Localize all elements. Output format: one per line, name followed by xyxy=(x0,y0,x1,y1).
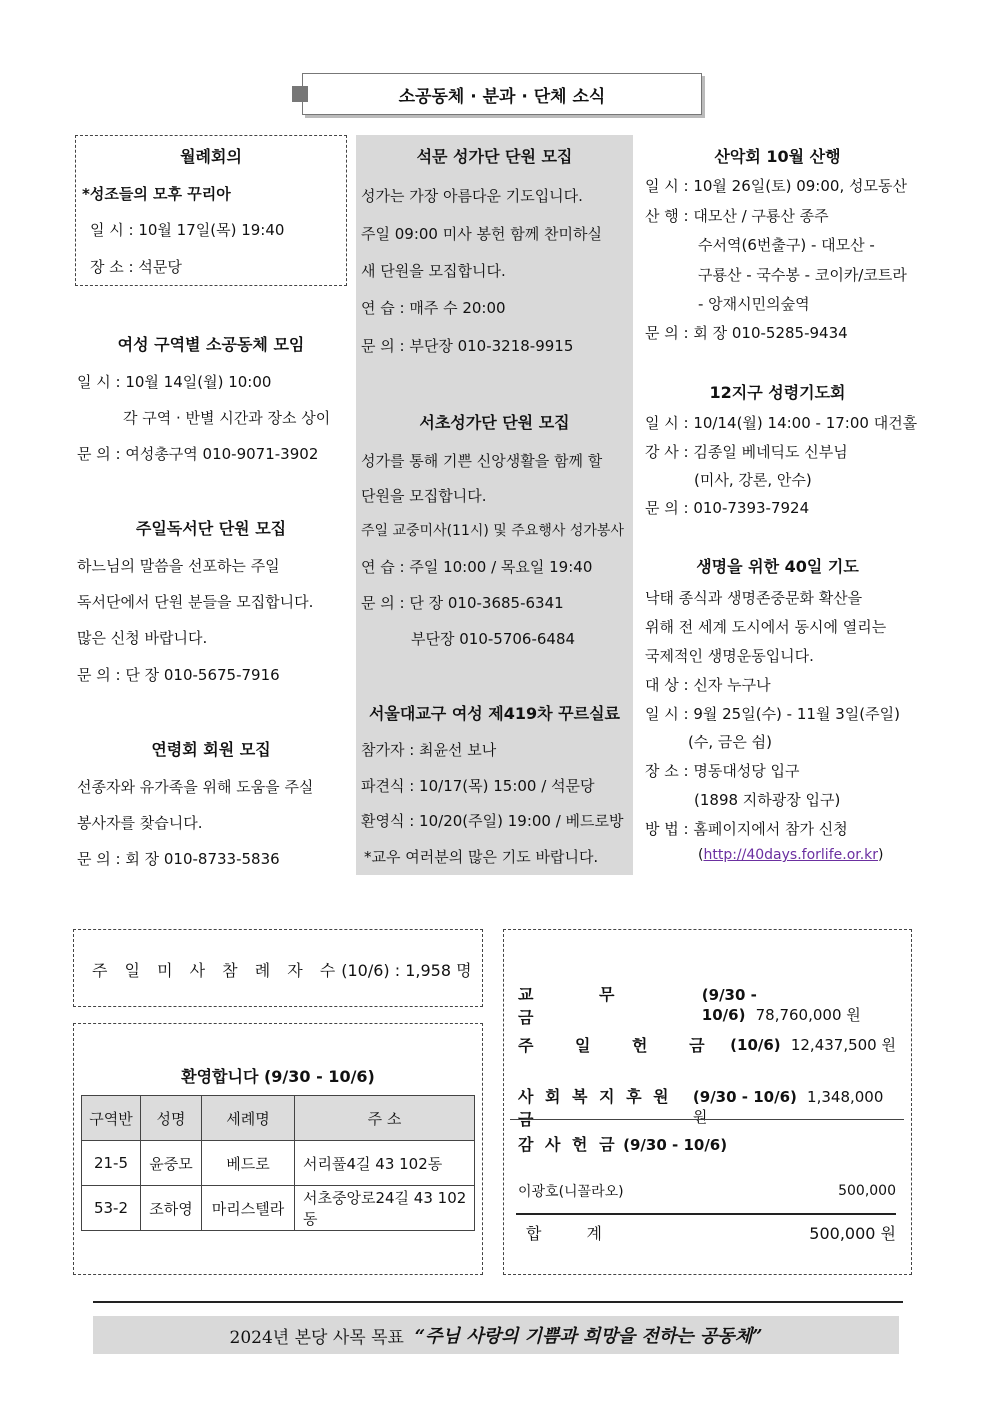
cell-baptism: 마리스텔라 xyxy=(202,1186,295,1231)
donor-row xyxy=(518,1181,896,1201)
spirit-contact: 문 의 : 010-7393-7924 xyxy=(645,499,810,517)
hiking-title: 산악회 10월 산행 xyxy=(714,147,841,166)
forty-days-method: 방 법 : 홈페이지에서 참가 신청 xyxy=(645,820,848,838)
banner-square-icon xyxy=(292,86,308,102)
thanks-period: (9/30 - 10/6) xyxy=(623,1136,728,1154)
women-group-time: 일 시 : 10월 14일(월) 10:00 xyxy=(77,373,272,391)
juil-row xyxy=(518,1033,896,1056)
attendance-value: (10/6) : 1,958 명 xyxy=(341,961,472,980)
women-group-contact: 문 의 : 여성총구역 010-9071-3902 xyxy=(77,445,319,463)
thanks-label: 감 사 헌 금 xyxy=(518,1135,618,1154)
footer-prefix: 2024년 본당 사목 목표 xyxy=(229,1327,404,1348)
attendance-text xyxy=(92,958,472,981)
readers-contact: 문 의 : 단 장 010-5675-7916 xyxy=(77,666,280,684)
cell-district: 53-2 xyxy=(82,1186,141,1231)
hiking-route-2: 수서역(6번출구) - 대모산 - xyxy=(698,236,875,254)
social-right xyxy=(693,1087,896,1127)
total-row xyxy=(526,1221,896,1244)
hiking-contact: 문 의 : 회 장 010-5285-9434 xyxy=(645,324,848,342)
col-address: 주 소 xyxy=(295,1096,475,1141)
forty-days-place-2: (1898 지하광장 입구) xyxy=(694,791,841,809)
banner-title: 소공동체 · 분과 · 단체 소식 xyxy=(398,86,606,107)
footer-rule xyxy=(93,1301,903,1303)
juil-right xyxy=(730,1034,896,1055)
paren-open: ( xyxy=(698,847,704,863)
social-row xyxy=(518,1084,896,1130)
seocho-contact-2: 부단장 010-5706-6484 xyxy=(411,630,576,648)
forty-days-place-1: 장 소 : 명동대성당 입구 xyxy=(645,762,800,780)
gyomu-right xyxy=(702,985,896,1025)
forty-days-target: 대 상 : 신자 누구나 xyxy=(645,676,771,694)
hiking-route-3: 구룡산 - 국수봉 - 코이카/코트라 xyxy=(698,266,907,284)
forty-days-line-3: 국제적인 생명운동입니다. xyxy=(645,647,814,665)
cursillo-line-3: 환영식 : 10/20(주일) 19:00 / 베드로방 xyxy=(361,812,624,830)
cell-address: 서초중앙로24길 43 102동 xyxy=(295,1186,475,1231)
monthly-meeting-place: 장 소 : 석문당 xyxy=(90,258,182,276)
monthly-meeting-time: 일 시 : 10월 17일(목) 19:40 xyxy=(90,221,285,239)
cell-name: 조하영 xyxy=(141,1186,202,1231)
forty-days-line-2: 위해 전 세계 도시에서 동시에 열리는 xyxy=(645,618,887,636)
spirit-title: 12지구 성령기도회 xyxy=(709,383,846,402)
footer-motto: “주님 사랑의 기쁨과 희망을 전하는 공동체” xyxy=(414,1326,763,1347)
welcome-table xyxy=(81,1095,475,1231)
forty-days-link[interactable]: http://40days.forlife.or.kr xyxy=(703,847,879,863)
seokmun-line-2: 주일 09:00 미사 봉헌 함께 찬미하실 xyxy=(361,225,602,243)
table-row xyxy=(82,1186,475,1231)
spirit-program: (미사, 강론, 안수) xyxy=(694,471,812,489)
table-row xyxy=(82,1141,475,1186)
total-label: 합 계 xyxy=(526,1224,622,1243)
gyomu-amount: 78,760,000 원 xyxy=(755,1006,861,1024)
paren-close: ) xyxy=(878,847,884,863)
forty-days-link-wrap xyxy=(698,847,884,863)
seokmun-line-1: 성가는 가장 아름다운 기도입니다. xyxy=(361,187,583,205)
hiking-route-4: - 앙재시민의숲역 xyxy=(698,295,810,313)
juil-amount: 12,437,500 원 xyxy=(790,1036,896,1054)
donor-name: 이광호(니꼴라오) xyxy=(518,1184,624,1200)
seocho-line-1: 성가를 통해 기쁜 신앙생활을 함께 할 xyxy=(361,452,603,470)
donor-amount: 500,000 xyxy=(838,1183,896,1199)
cursillo-line-2: 파견식 : 10/17(목) 15:00 / 석문당 xyxy=(361,777,595,795)
forty-days-title: 생명을 위한 40일 기도 xyxy=(696,557,859,576)
seokmun-title: 석문 성가단 단원 모집 xyxy=(416,147,573,166)
cursillo-line-1: 참가자 : 최윤선 보나 xyxy=(361,741,497,759)
seokmun-line-3: 새 단원을 모집합니다. xyxy=(361,262,506,280)
gyomu-label: 교 무 금 xyxy=(518,985,645,1027)
cell-name: 윤중모 xyxy=(141,1141,202,1186)
social-period: (9/30 - 10/6) xyxy=(692,1088,797,1106)
forty-days-time-2: (수, 금은 쉼) xyxy=(688,733,772,751)
women-group-title: 여성 구역별 소공동체 모임 xyxy=(117,335,305,354)
monthly-meeting-title: 월례회의 xyxy=(180,147,242,166)
readers-line-2: 독서단에서 단원 분들을 모집합니다. xyxy=(77,593,314,611)
seocho-line-3: 주일 교중미사(11시) 및 주요행사 성가봉사 xyxy=(361,523,624,539)
juil-label: 주 일 헌 금 xyxy=(518,1036,723,1055)
hiking-time: 일 시 : 10월 26일(토) 09:00, 성모동산 xyxy=(645,177,907,195)
yeon-title: 연령회 회원 모집 xyxy=(151,740,271,759)
section-banner xyxy=(302,73,702,115)
total-amount: 500,000 원 xyxy=(809,1224,896,1243)
total-divider xyxy=(516,1213,896,1215)
forty-days-time-1: 일 시 : 9월 25일(수) - 11월 3일(주일) xyxy=(645,705,900,723)
seocho-line-2: 단원을 모집합니다. xyxy=(361,487,487,505)
thanks-row xyxy=(518,1132,727,1155)
attendance-label: 주 일 미 사 참 례 자 수 xyxy=(92,961,342,980)
col-district: 구역반 xyxy=(82,1096,141,1141)
seokmun-practice: 연 습 : 매주 수 20:00 xyxy=(361,299,506,317)
readers-title: 주일독서단 단원 모집 xyxy=(135,519,287,538)
col-baptism: 세례명 xyxy=(202,1096,295,1141)
monthly-meeting-topic: *성조들의 모후 꾸리아 xyxy=(82,185,231,203)
readers-line-1: 하느님의 말씀을 선포하는 주일 xyxy=(77,557,280,575)
seocho-contact-1: 문 의 : 단 장 010-3685-6341 xyxy=(361,594,564,612)
finance-divider xyxy=(510,1119,904,1120)
social-amount: 1,348,000 원 xyxy=(692,1088,884,1126)
seocho-title: 서초성가단 단원 모집 xyxy=(419,413,570,432)
cursillo-line-4: *교우 여러분의 많은 기도 바랍니다. xyxy=(364,848,599,866)
welcome-title: 환영합니다 (9/30 - 10/6) xyxy=(181,1067,375,1086)
cell-baptism: 베드로 xyxy=(202,1141,295,1186)
forty-days-line-1: 낙태 종식과 생명존중문화 확산을 xyxy=(645,589,863,607)
col-name: 성명 xyxy=(141,1096,202,1141)
cursillo-title: 서울대교구 여성 제419차 꾸르실료 xyxy=(368,704,621,723)
cell-district: 21-5 xyxy=(82,1141,141,1186)
seocho-practice: 연 습 : 주일 10:00 / 목요일 19:40 xyxy=(361,558,593,576)
spirit-time: 일 시 : 10/14(월) 14:00 - 17:00 대건홀 xyxy=(645,414,918,432)
juil-period: (10/6) xyxy=(730,1036,781,1054)
footer-bar xyxy=(93,1316,899,1354)
readers-line-3: 많은 신청 바랍니다. xyxy=(77,629,208,647)
yeon-contact: 문 의 : 회 장 010-8733-5836 xyxy=(77,850,280,868)
spirit-speaker: 강 사 : 김종일 베네딕도 신부님 xyxy=(645,443,848,461)
social-label: 사 회 복 지 후 원 금 xyxy=(518,1087,672,1129)
gyomu-row xyxy=(518,982,896,1028)
seokmun-contact: 문 의 : 부단장 010-3218-9915 xyxy=(361,337,574,355)
yeon-line-1: 선종자와 유가족을 위해 도움을 주실 xyxy=(77,778,314,796)
hiking-route-1: 산 행 : 대모산 / 구룡산 종주 xyxy=(645,207,829,225)
gyomu-period: (9/30 - 10/6) xyxy=(701,986,757,1024)
yeon-line-2: 봉사자를 찾습니다. xyxy=(77,814,203,832)
women-group-note: 각 구역 · 반별 시간과 장소 상이 xyxy=(123,409,331,427)
welcome-table-header xyxy=(82,1096,475,1141)
cell-address: 서리풀4길 43 102동 xyxy=(295,1141,475,1186)
